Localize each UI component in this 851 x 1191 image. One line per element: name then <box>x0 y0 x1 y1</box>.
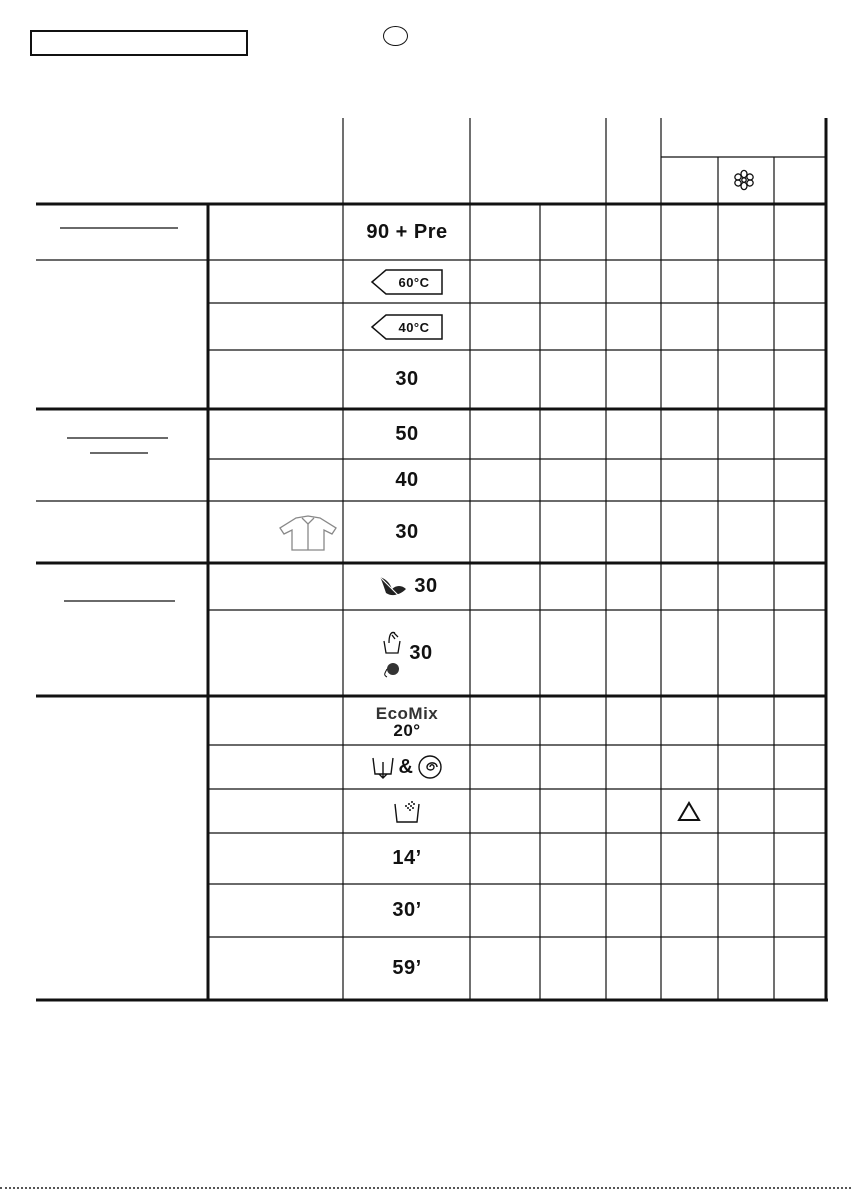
program-30-wool <box>345 563 469 610</box>
program-40-b <box>345 459 469 501</box>
program-label: 59’ <box>392 957 422 979</box>
program-30-a <box>345 350 469 409</box>
ecomix-label: EcoMix <box>375 703 439 723</box>
program-30-min <box>345 884 469 937</box>
program-label: 30 <box>414 575 438 597</box>
program-ecomix <box>345 698 469 745</box>
program-30-shirt <box>345 501 469 563</box>
ecomix-temp: 20° <box>393 720 421 740</box>
flower-icon <box>733 169 755 191</box>
program-label: 30 <box>409 641 433 664</box>
page-bottom-edge <box>0 1187 851 1189</box>
tag-label: 60°C <box>398 274 430 290</box>
program-40 <box>345 303 469 350</box>
drain-icon <box>371 754 395 780</box>
program-30-hand <box>345 610 469 696</box>
program-59-min <box>345 937 469 1000</box>
rinse-icon <box>392 796 422 826</box>
program-label: 30 <box>395 368 419 390</box>
program-label: 90 + Pre <box>366 220 448 243</box>
warning-triangle-icon <box>677 801 701 822</box>
program-rinse <box>345 789 469 833</box>
program-60 <box>345 260 469 303</box>
hand-wash-icon <box>381 625 405 681</box>
shirt-icon <box>276 514 340 552</box>
program-90-pre <box>345 204 469 260</box>
temperature-tag-icon <box>368 268 446 296</box>
drain-spin-amp: & <box>398 755 414 778</box>
tag-label: 40°C <box>398 319 430 335</box>
program-label: 50 <box>395 422 419 445</box>
program-label: 30’ <box>392 899 422 921</box>
program-label: 14’ <box>392 847 422 869</box>
program-14-min <box>345 833 469 884</box>
spin-icon <box>417 754 443 780</box>
program-label: 40 <box>395 468 419 491</box>
temperature-tag-icon <box>368 313 446 341</box>
program-drain-spin <box>345 745 469 789</box>
program-label: 30 <box>395 520 419 543</box>
program-50 <box>345 409 469 459</box>
feather-icon <box>376 573 410 601</box>
